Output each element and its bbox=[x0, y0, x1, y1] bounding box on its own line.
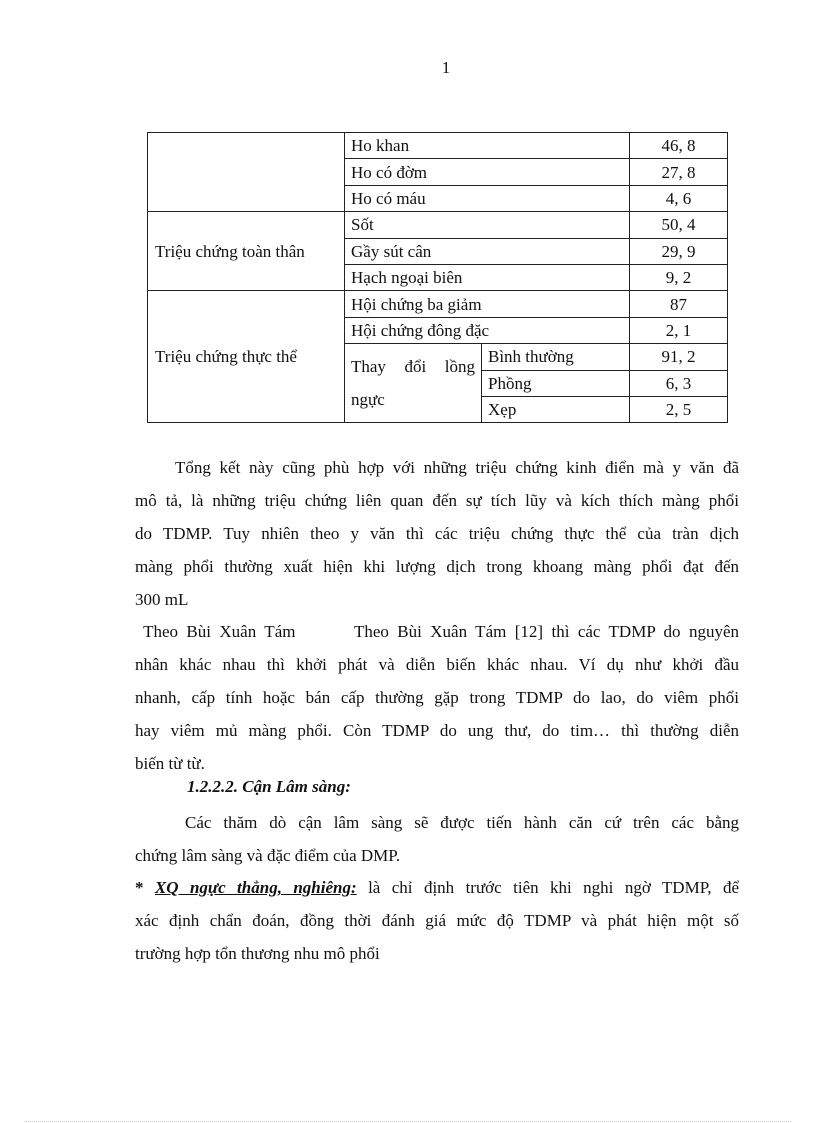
value-cell: 6, 3 bbox=[630, 370, 728, 396]
xray-term: XQ ngực thẳng, nghiêng: bbox=[154, 878, 357, 897]
text-line: mô tả, là những triệu chứng liên quan đến sự tích lũy và kích thích màng phổi bbox=[135, 491, 739, 510]
sign-cell: Hội chứng đông đặc bbox=[345, 317, 630, 343]
value-cell: 27, 8 bbox=[630, 159, 728, 185]
text-line: Theo Bùi Xuân Tám Theo Bùi Xuân Tám [12] thì các TDMP do nguyên bbox=[135, 622, 739, 641]
sign-cell: Hội chứng ba giảm bbox=[345, 291, 630, 317]
text-line bbox=[135, 871, 739, 904]
xray-paragraph bbox=[135, 871, 739, 970]
text-line: 300 mL bbox=[135, 590, 189, 609]
sign-cell: Hạch ngoại biên bbox=[345, 264, 630, 290]
section-heading: 1.2.2.2. Cận Lâm sàng: bbox=[187, 777, 351, 796]
text-line: do TDMP. Tuy nhiên theo y văn thì các triệu chứng thực thể của tràn dịch bbox=[135, 524, 739, 543]
sub-sign-cell: Xẹp bbox=[482, 396, 630, 422]
text-line: nhân khác nhau thì khởi phát và diễn biến khác nhau. Ví dụ như khởi đầu bbox=[135, 655, 739, 674]
text-line: Tổng kết này cũng phù hợp với những triệu chứng kinh điển mà y văn đã bbox=[175, 458, 739, 477]
text-line: trường hợp tổn thương nhu mô phổi bbox=[135, 944, 380, 963]
table-row bbox=[148, 291, 728, 317]
sign-cell: Gầy sút cân bbox=[345, 238, 630, 264]
table-group-cell: Triệu chứng thực thể bbox=[148, 291, 345, 423]
sub-sign-cell: Bình thường bbox=[482, 344, 630, 370]
text-line: biến từ từ. bbox=[135, 754, 205, 773]
value-cell: 2, 5 bbox=[630, 396, 728, 422]
text-line: xác định chẩn đoán, đồng thời đánh giá mức độ TDMP và phát hiện một số bbox=[135, 911, 739, 930]
table-row bbox=[148, 133, 728, 159]
value-cell: 46, 8 bbox=[630, 133, 728, 159]
value-cell: 2, 1 bbox=[630, 317, 728, 343]
sign-cell: Ho có đờm bbox=[345, 159, 630, 185]
table-group-cell bbox=[148, 133, 345, 212]
text-line: chứng lâm sàng và đặc điểm của DMP. bbox=[135, 846, 401, 865]
chest-change-line: ngực bbox=[351, 390, 385, 410]
text-line: Các thăm dò cận lâm sàng sẽ được tiến hành căn cứ trên các bằng bbox=[185, 813, 739, 832]
table-row bbox=[148, 212, 728, 238]
table-group-cell: Triệu chứng toàn thân bbox=[148, 212, 345, 291]
symptom-table bbox=[147, 132, 728, 423]
value-cell: 50, 4 bbox=[630, 212, 728, 238]
value-cell: 4, 6 bbox=[630, 185, 728, 211]
chest-change-cell bbox=[345, 344, 482, 423]
text-line: hay viêm mủ màng phổi. Còn TDMP do ung thư, do tim… thì thường diễn bbox=[135, 721, 739, 740]
text-line: màng phổi thường xuất hiện khi lượng dịch trong khoang màng phổi đạt đến bbox=[135, 557, 739, 576]
summary-paragraph bbox=[135, 451, 739, 616]
bullet-marker: * bbox=[135, 878, 144, 897]
value-cell: 87 bbox=[630, 291, 728, 317]
value-cell: 91, 2 bbox=[630, 344, 728, 370]
text-line: nhanh, cấp tính hoặc bán cấp thường gặp trong TDMP do lao, do viêm phổi bbox=[135, 688, 739, 707]
sub-sign-cell: Phồng bbox=[482, 370, 630, 396]
value-cell: 29, 9 bbox=[630, 238, 728, 264]
bui-xuan-tam-paragraph bbox=[135, 615, 739, 780]
paraclinical-paragraph bbox=[135, 806, 739, 872]
chest-change-line: Thay đổi lồng bbox=[351, 357, 475, 377]
sign-cell: Ho khan bbox=[345, 133, 630, 159]
value-cell: 9, 2 bbox=[630, 264, 728, 290]
sign-cell: Ho có máu bbox=[345, 185, 630, 211]
sign-cell: Sốt bbox=[345, 212, 630, 238]
page-number: 1 bbox=[441, 58, 451, 77]
text-fragment: là chỉ định trước tiên khi nghi ngờ TDMP, để bbox=[356, 878, 739, 897]
page-bottom-rule bbox=[25, 1121, 791, 1122]
